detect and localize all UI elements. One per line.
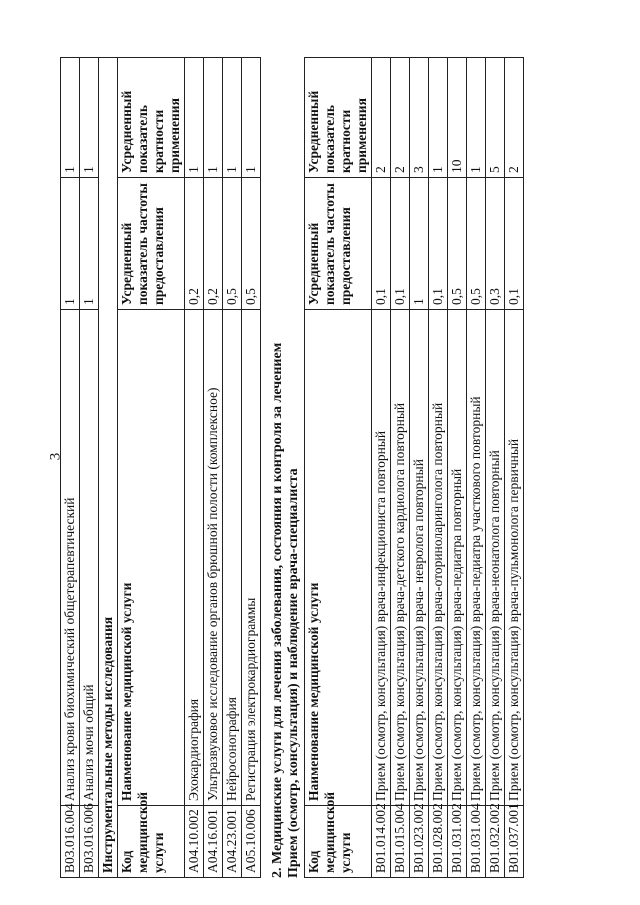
- service-name: Прием (осмотр, консультация) врача- невролога повторный: [410, 310, 429, 806]
- header-code: Код медицинской услуги: [118, 806, 185, 878]
- multiplicity-value: 1: [467, 58, 486, 178]
- frequency-value: 0,1: [505, 178, 524, 310]
- frequency-value: 0,1: [429, 178, 448, 310]
- table-row: [372, 58, 391, 878]
- service-name: Анализ мочи общий: [80, 310, 99, 806]
- multiplicity-value: 2: [372, 58, 391, 178]
- service-name: Прием (осмотр, консультация) врача-педиатра участкового повторный: [467, 310, 486, 806]
- header-multiplicity: Усредненный показатель кратности применения: [305, 58, 372, 178]
- service-code: B01.014.002: [372, 806, 391, 878]
- multiplicity-value: 1: [80, 58, 99, 178]
- frequency-value: 0,5: [242, 178, 261, 310]
- table-row: [486, 58, 505, 878]
- service-code: B01.031.002: [448, 806, 467, 878]
- specialist-consultations-table: [304, 57, 524, 878]
- table-row: [410, 58, 429, 878]
- service-name: Эхокардиография: [185, 310, 204, 806]
- table-header-row: [305, 58, 372, 878]
- service-name: Ультразвуковое исследование органов брюшной полости (комплексное): [204, 310, 223, 806]
- multiplicity-value: 1: [61, 58, 80, 178]
- multiplicity-value: 1: [223, 58, 242, 178]
- service-code: B03.016.006: [80, 806, 99, 878]
- header-frequency: Усредненный показатель частоты предоставления: [305, 178, 372, 310]
- section-2-heading: [270, 58, 302, 878]
- table-row: [204, 58, 223, 878]
- service-code: B01.015.004: [391, 806, 410, 878]
- header-multiplicity: Усредненный показатель кратности применения: [118, 58, 185, 178]
- section-2-subtitle: Прием (осмотр, консультация) и наблюдение врача-специалиста: [286, 468, 301, 878]
- header-name: Наименование медицинской услуги: [118, 310, 185, 806]
- table-row: [448, 58, 467, 878]
- multiplicity-value: 1: [204, 58, 223, 178]
- table-row: [429, 58, 448, 878]
- frequency-value: 0,1: [391, 178, 410, 310]
- service-name: Анализ крови биохимический общетерапевтический: [61, 310, 80, 806]
- header-code: Код медицинской услуги: [305, 806, 372, 878]
- service-name: Прием (осмотр, консультация) врача-неонатолога повторный: [486, 310, 505, 806]
- section-2-title: 2. Медицинские услуги для лечения заболевания, состояния и контроля за лечением: [270, 342, 285, 878]
- table-row: [223, 58, 242, 878]
- service-code: B01.032.002: [486, 806, 505, 878]
- table-row: [61, 58, 80, 878]
- section-header-row: [99, 58, 118, 878]
- frequency-value: 0,5: [223, 178, 242, 310]
- multiplicity-value: 10: [448, 58, 467, 178]
- table-row: [391, 58, 410, 878]
- service-name: Прием (осмотр, консультация) врача-педиатра повторный: [448, 310, 467, 806]
- service-name: Прием (осмотр, консультация) врача-инфекциониста повторный: [372, 310, 391, 806]
- service-name: Регистрация электрокардиограммы: [242, 310, 261, 806]
- service-name: Прием (осмотр, консультация) врача-оториноларинголога повторный: [429, 310, 448, 806]
- service-code: B01.037.001: [505, 806, 524, 878]
- service-name: Прием (осмотр, консультация) врача-пульмонолога первичный: [505, 310, 524, 806]
- service-name: Нейросонография: [223, 310, 242, 806]
- rotated-page-content: [60, 58, 620, 878]
- table-row: [242, 58, 261, 878]
- service-code: B01.031.004: [467, 806, 486, 878]
- service-code: A05.10.006: [242, 806, 261, 878]
- service-code: A04.16.001: [204, 806, 223, 878]
- table-row: [185, 58, 204, 878]
- multiplicity-value: 1: [429, 58, 448, 178]
- frequency-value: 0,5: [467, 178, 486, 310]
- service-code: B03.016.004: [61, 806, 80, 878]
- multiplicity-value: 2: [505, 58, 524, 178]
- multiplicity-value: 3: [410, 58, 429, 178]
- frequency-value: 0,2: [204, 178, 223, 310]
- multiplicity-value: 5: [486, 58, 505, 178]
- multiplicity-value: 1: [242, 58, 261, 178]
- multiplicity-value: 2: [391, 58, 410, 178]
- frequency-value: 0,5: [448, 178, 467, 310]
- service-name: Прием (осмотр, консультация) врача-детского кардиолога повторный: [391, 310, 410, 806]
- service-code: B01.023.002: [410, 806, 429, 878]
- service-code: A04.23.001: [223, 806, 242, 878]
- frequency-value: 1: [80, 178, 99, 310]
- instrumental-methods-table: [60, 57, 261, 878]
- table-row: [467, 58, 486, 878]
- frequency-value: 0,2: [185, 178, 204, 310]
- header-name: Наименование медицинской услуги: [305, 310, 372, 806]
- frequency-value: 1: [410, 178, 429, 310]
- frequency-value: 0,3: [486, 178, 505, 310]
- frequency-value: 0,1: [372, 178, 391, 310]
- frequency-value: 1: [61, 178, 80, 310]
- section-header: Инструментальные методы исследования: [99, 58, 118, 878]
- page-number: 3: [47, 452, 64, 461]
- service-code: B01.028.002: [429, 806, 448, 878]
- table-header-row: [118, 58, 185, 878]
- service-code: A04.10.002: [185, 806, 204, 878]
- table-row: [505, 58, 524, 878]
- multiplicity-value: 1: [185, 58, 204, 178]
- header-frequency: Усредненный показатель частоты предоставления: [118, 178, 185, 310]
- table-row: [80, 58, 99, 878]
